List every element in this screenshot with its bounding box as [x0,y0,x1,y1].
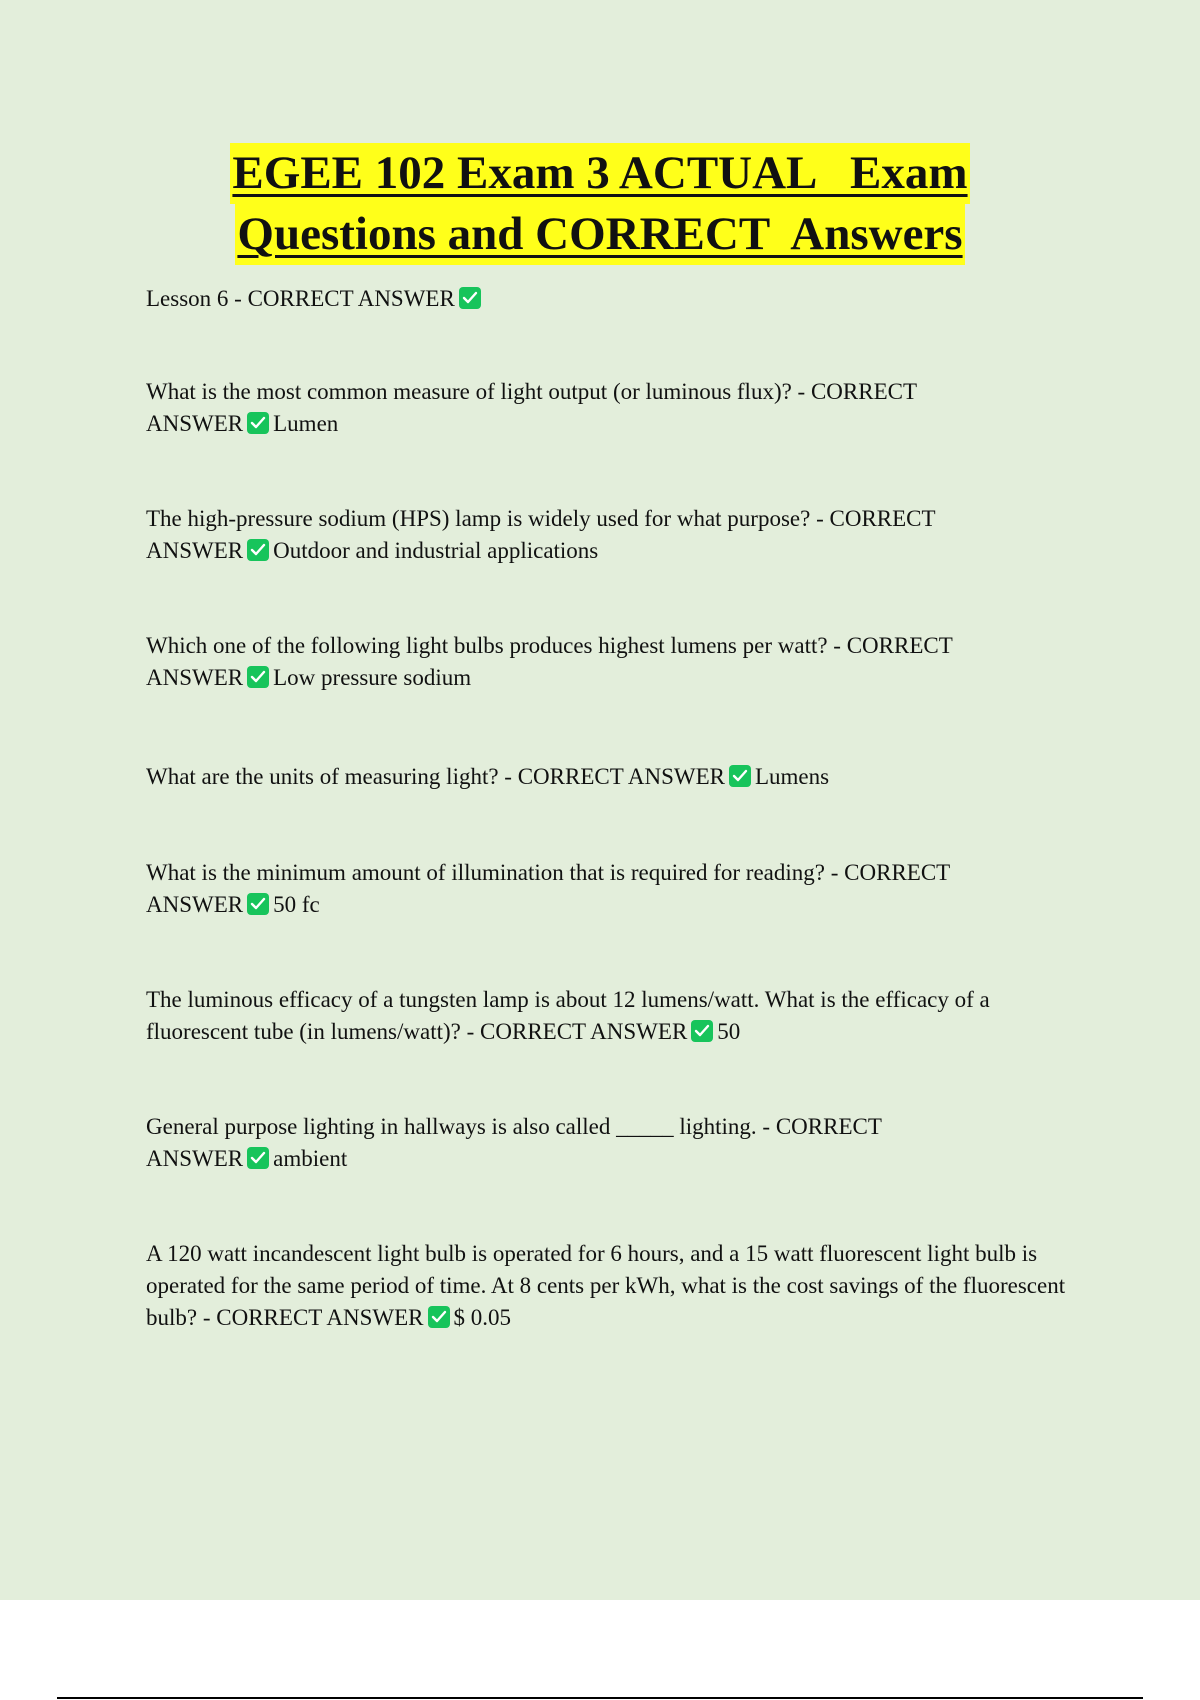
qa-item [146,630,1016,694]
qa-item [146,376,976,440]
question-text: What are the units of measuring light? - [146,764,518,789]
check-mark-icon [459,287,481,309]
question-text: A 120 watt incandescent light bulb is operated for 6 hours, and a 15 watt fluorescent light bulb is operated for the same period of time. At 8 cents per kWh, what is the cost savings of the fluorescent bulb? - [146,1241,1066,1330]
question-text: What is the most common measure of light output (or luminous flux)? - [146,379,811,404]
question-text: What is the minimum amount of illumination that is required for reading? - [146,860,845,885]
document-title [0,143,1200,265]
answer-text: Outdoor and industrial applications [273,538,599,563]
qa-item [146,283,1106,315]
answer-marker: CORRECT ANSWER [146,633,953,690]
answer-text: 50 fc [273,892,320,917]
footer-rule [57,1697,1143,1699]
answer-marker: CORRECT ANSWER [146,860,950,917]
check-mark-icon [691,1020,713,1042]
answer-marker: CORRECT ANSWER [146,379,917,436]
answer-text: ambient [273,1146,348,1171]
answer-marker: CORRECT ANSWER [146,506,936,563]
qa-item [146,1238,1106,1334]
check-mark-icon [729,765,751,787]
answer-marker: CORRECT ANSWER [480,1019,688,1044]
answer-marker: CORRECT ANSWER [216,1305,424,1330]
qa-item [146,857,1016,921]
check-mark-icon [247,412,269,434]
qa-item [146,1111,946,1175]
title-line-2: Questions and CORRECT Answers [235,204,964,265]
check-mark-icon [247,893,269,915]
answer-text: Low pressure sodium [273,665,472,690]
question-text: The luminous efficacy of a tungsten lamp is about 12 lumens/watt. What is the efficacy of a fluorescent tube (in lumens/watt)? - [146,987,990,1044]
question-text: The high-pressure sodium (HPS) lamp is widely used for what purpose? - [146,506,830,531]
answer-text: Lumens [754,764,830,789]
check-mark-icon [247,539,269,561]
answer-marker: CORRECT ANSWER [146,1114,882,1171]
answer-text: Lumen [273,411,339,436]
check-mark-icon [428,1306,450,1328]
question-text: General purpose lighting in hallways is also called _____ lighting. - [146,1114,776,1139]
title-line-1: EGEE 102 Exam 3 ACTUAL Exam [230,143,969,204]
question-text: Lesson 6 - [146,286,248,311]
answer-marker: CORRECT ANSWER [517,764,725,789]
qa-item [146,761,1106,793]
qa-item [146,984,1051,1048]
answer-marker: CORRECT ANSWER [247,286,455,311]
answer-text: 50 [717,1019,741,1044]
answer-text: $ 0.05 [453,1305,512,1330]
check-mark-icon [247,666,269,688]
qa-item [146,503,996,567]
check-mark-icon [247,1147,269,1169]
question-text: Which one of the following light bulbs produces highest lumens per watt? - [146,633,847,658]
